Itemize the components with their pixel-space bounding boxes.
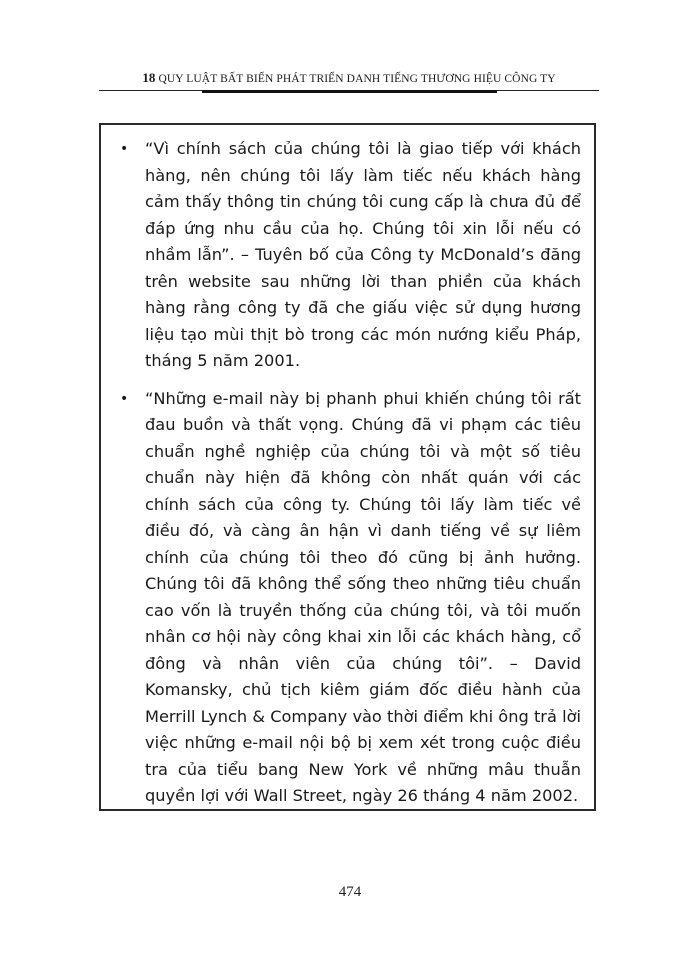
quote-item-mcdonalds [119, 136, 581, 375]
running-header [99, 70, 599, 86]
bullet-icon: • [120, 141, 129, 157]
header-rule-accent [202, 90, 497, 93]
quote-item-merrill-lynch [119, 386, 581, 810]
quote-box [99, 123, 596, 811]
quote-text: “Vì chính sách của chúng tôi là giao tiếp với khách hàng, nên chúng tôi lấy làm tiếc nếu khách hàng cảm thấy thông tin chúng tôi cung cấp là chưa đủ để đáp ứng nhu cầu của họ. Chúng tôi xin lỗi nếu có nhầm lẫn”. – Tuyên bố của Công ty McDonald’s đăng trên website sau những lời than phiền của khách hàng rằng công ty đã che giấu việc sử dụng hương liệu tạo mùi thịt bò trong các món nướng kiểu Pháp, tháng 5 năm 2001. [145, 139, 581, 370]
bullet-icon: • [120, 390, 129, 407]
quote-text: “Những e-mail này bị phanh phui khiến chúng tôi rất đau buồn và thất vọng. Chúng đã vi phạm các tiêu chuẩn nghề nghiệp của chúng tôi và một số tiêu chuẩn này hiện đã không còn nhất quán với các chính sách của công ty. Chúng tôi lấy làm tiếc về điều đó, và càng ân hận vì danh tiếng về sự liêm chính của chúng tôi theo đó cũng bị ảnh hưởng. Chúng tôi đã không thể sống theo những tiêu chuẩn cao vốn là truyền thống của chúng tôi, và tôi muốn nhân cơ hội này công khai xin lỗi các khách hàng, cổ đông và nhân viên của chúng tôi”. – David Komansky, chủ tịch kiêm giám đốc điều hành của Merrill Lynch & Company vào thời điểm khi ông trả lời việc những e-mail nội bộ bị xem xét trong cuộc điều tra của tiểu bang New York về những mâu thuẫn quyền lợi với Wall Street, ngày 26 tháng 4 năm 2002. [145, 388, 581, 805]
page-number: 474 [338, 884, 362, 900]
quote-list [119, 136, 581, 810]
header-book-number: 18 [142, 70, 156, 85]
header-book-title: QUY LUẬT BẤT BIẾN PHÁT TRIỂN DANH TIẾNG THƯƠNG HIỆU CÔNG TY [158, 73, 556, 85]
